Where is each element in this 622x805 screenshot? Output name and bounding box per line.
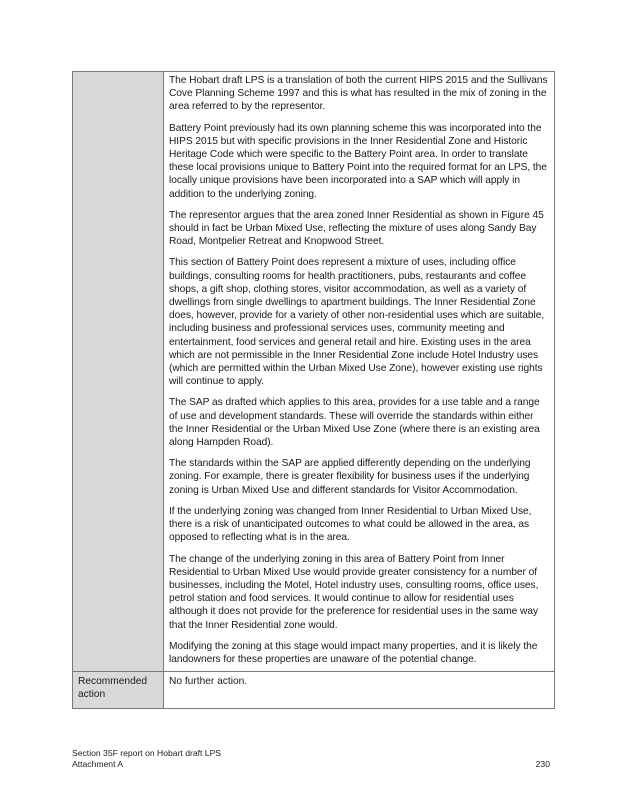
paragraph: The change of the underlying zoning in this area of Battery Point from Inner Residential to Urban Mixed Use would provide greater consistency for a number of businesses, including the Motel, Hotel industry uses, consulting rooms, office uses, petrol station and food services. It would continue to allow for residential uses although it does not provide for the preference for residential uses in the same way that the Inner Residential zone would.: [169, 553, 539, 631]
recommended-action-value-cell: [164, 672, 555, 709]
page-footer: [72, 748, 552, 770]
row-label-cell-empty: [73, 72, 164, 672]
paragraph: The SAP as drafted which applies to this area, provides for a use table and a range of use and development standards. These will override the standards within either the Inner Residential or the Urban Mixed Use Zone (where there is an existing area along Hampden Road).: [169, 397, 540, 449]
response-table: [72, 71, 555, 709]
recommended-action-label-cell: [73, 672, 164, 709]
footer-attachment: Attachment A: [72, 759, 124, 769]
paragraph: If the underlying zoning was changed from Inner Residential to Urban Mixed Use, there is a risk of unanticipated outcomes to what could be allowed in the area, as opposed to reflecting what is in the area.: [169, 505, 532, 544]
recommended-action-label: Recommended action: [78, 676, 148, 701]
paragraph: This section of Battery Point does represent a mixture of uses, including office buildings, consulting rooms for health practitioners, pubs, restaurants and coffee shops, a gift shop, clothing stores, visitor accommodation, as well as a variety of dwellings from single dwellings to apartment buildings. The Inner Residential Zone does, however, provide for a variety of other non-residential uses which are suitable, including business and professional services uses, community meeting and entertainment, food services and general retail and hire. Existing uses in the area which are not permissible in the Inner Residential Zone include Hotel Industry uses (which are permitted within the Urban Mixed Use Zone), however existing use rights will continue to apply.: [169, 257, 545, 388]
paragraph: The standards within the SAP are applied differently depending on the underlying zoning. For example, there is greater flexibility for business uses if the underlying zoning is Urban Mixed Use and different standards for Visitor Accommodation.: [169, 458, 531, 496]
footer-report-title: Section 35F report on Hobart draft LPS: [72, 748, 222, 758]
recommended-action-row: [73, 672, 555, 709]
paragraph: The Hobart draft LPS is a translation of both the current HIPS 2015 and the Sullivans Cove Planning Scheme 1997 and this is what has resulted in the mix of zoning in the area referred to by the representor.: [169, 75, 548, 113]
recommended-action-value: No further action.: [169, 676, 248, 688]
discussion-row: [73, 72, 555, 672]
paragraph: The representor argues that the area zoned Inner Residential as shown in Figure 45 should in fact be Urban Mixed Use, reflecting the mixture of uses along Sandy Bay Road, Montpelier Retreat and Knopwood Street.: [169, 209, 544, 248]
paragraph: Modifying the zoning at this stage would impact many properties, and it is likely the landowners for these properties are unaware of the potential change.: [169, 640, 538, 665]
discussion-cell: [164, 72, 555, 672]
page-number: 230: [535, 759, 550, 769]
paragraph: Battery Point previously had its own planning scheme this was incorporated into the HIPS 2015 but with specific provisions in the Inner Residential Zone and Historic Heritage Code which were specific to the Battery Point area. In order to translate these local provisions unique to Battery Point into the required format for an LPS, the locally unique provisions have been incorporated into a SAP which will apply in addition to the underlying zoning.: [169, 122, 547, 200]
